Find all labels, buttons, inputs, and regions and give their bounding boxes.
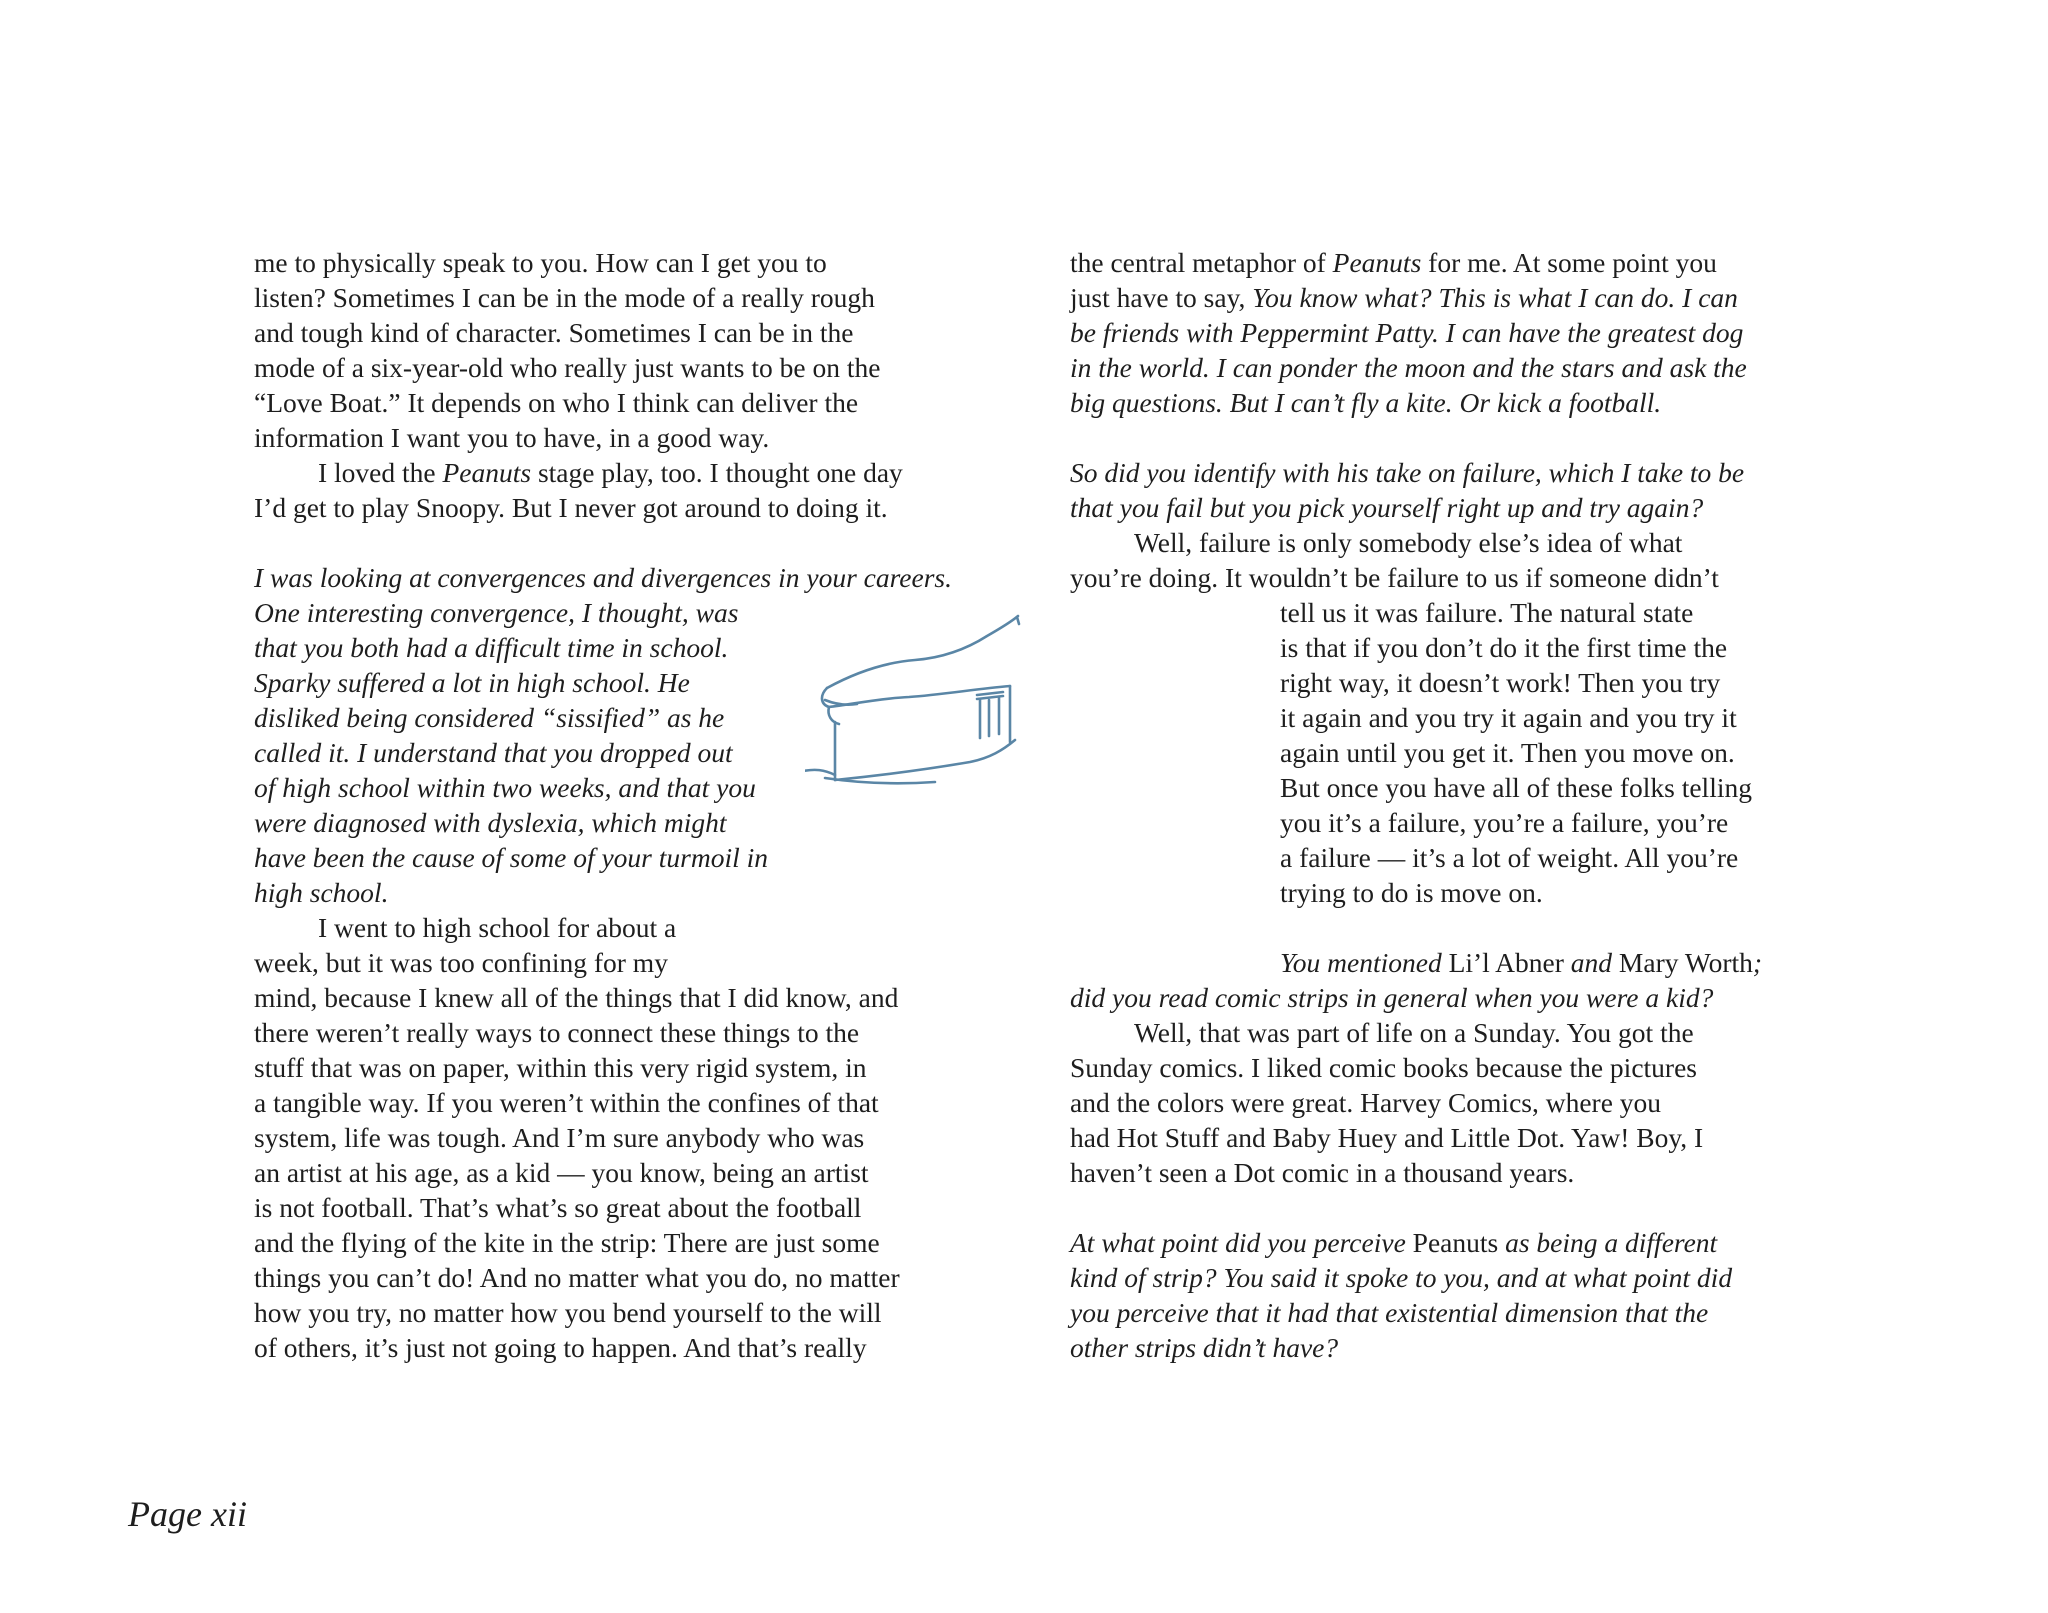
left-column-line	[254, 1331, 867, 1366]
left-column-line	[254, 771, 756, 806]
text-run: high school.	[254, 877, 389, 908]
text-run: of others, it’s just not going to happen. And that’s really	[254, 1332, 867, 1363]
text-run: I loved the	[318, 457, 443, 488]
left-column-line	[254, 701, 724, 736]
left-column-line	[254, 561, 952, 596]
text-run: listen? Sometimes I can be in the mode of a really rough	[254, 282, 875, 313]
right-column-line	[1280, 806, 1728, 841]
text-run: Peanuts	[1332, 247, 1422, 278]
text-run: you’re doing. It wouldn’t be failure to us if someone didn’t	[1070, 562, 1719, 593]
text-run: One interesting convergence, I thought, was	[254, 597, 739, 628]
text-run: At what point did you perceive	[1070, 1227, 1413, 1258]
right-column-line	[1280, 771, 1752, 806]
text-run: had Hot Stuff and Baby Huey and Little Dot. Yaw! Boy, I	[1070, 1122, 1704, 1153]
text-run: things you can’t do! And no matter what you do, no matter	[254, 1262, 900, 1293]
right-column-line	[1070, 1121, 1703, 1156]
left-column-line	[254, 1156, 869, 1191]
right-column-line	[1070, 1331, 1338, 1366]
right-column-line	[1070, 281, 1738, 316]
text-run: an artist at his age, as a kid — you know, being an artist	[254, 1157, 869, 1188]
right-column-line	[1070, 491, 1703, 526]
right-column-line	[1134, 526, 1682, 561]
left-column-line	[254, 351, 880, 386]
text-run: tell us it was failure. The natural state	[1280, 597, 1694, 628]
left-column-line	[254, 1226, 880, 1261]
text-run: I’d get to play Snoopy. But I never got around to doing it.	[254, 492, 888, 523]
text-run: “Love Boat.” It depends on who I think can deliver the	[254, 387, 859, 418]
right-column-line	[1280, 701, 1737, 736]
left-column-line	[254, 491, 888, 526]
text-run: right way, it doesn’t work! Then you try	[1280, 667, 1721, 698]
right-column-line	[1280, 946, 1762, 981]
text-run: were diagnosed with dyslexia, which might	[254, 807, 727, 838]
left-column-line	[254, 596, 738, 631]
text-run: system, life was tough. And I’m sure anybody who was	[254, 1122, 865, 1153]
text-run: did you read comic strips in general when you were a kid?	[1070, 982, 1714, 1013]
text-run: Sunday comics. I liked comic books because the pictures	[1070, 1052, 1697, 1083]
right-column-line	[1280, 876, 1543, 911]
left-column-line	[254, 736, 733, 771]
left-column-line	[254, 666, 690, 701]
text-run: mode of a six-year-old who really just wants to be on the	[254, 352, 881, 383]
text-run: and the colors were great. Harvey Comics, where you	[1070, 1087, 1662, 1118]
left-column-line	[254, 316, 853, 351]
text-run: Well, that was part of life on a Sunday. You got the	[1134, 1017, 1694, 1048]
left-column-line	[254, 981, 898, 1016]
text-run: is not football. That’s what’s so great about the football	[254, 1192, 862, 1223]
right-column-line	[1070, 1296, 1708, 1331]
right-column-line	[1070, 1051, 1697, 1086]
right-column-line	[1070, 561, 1719, 596]
text-run: Peanuts	[1412, 1227, 1499, 1258]
left-column-line	[254, 246, 827, 281]
text-run: You know what? This is what I can do. I can	[1252, 282, 1738, 313]
text-run: that you fail but you pick yourself right up and try again?	[1070, 492, 1704, 523]
text-run: So did you identify with his take on failure, which I take to be	[1070, 457, 1745, 488]
text-run: and tough kind of character. Sometimes I can be in the	[254, 317, 854, 348]
text-run: Sparky suffered a lot in high school. He	[254, 667, 690, 698]
text-run: a failure — it’s a lot of weight. All you’re	[1280, 842, 1739, 873]
text-run: week, but it was too confining for my	[254, 947, 668, 978]
right-column-line	[1280, 631, 1727, 666]
text-run: Peanuts	[442, 457, 532, 488]
text-run: But once you have all of these folks telling	[1280, 772, 1752, 803]
right-column-line	[1280, 736, 1735, 771]
text-run: mind, because I knew all of the things that I did know, and	[254, 982, 899, 1013]
right-column-line	[1070, 456, 1744, 491]
text-run: kind of strip? You said it spoke to you, and at what point did	[1070, 1262, 1733, 1293]
left-column-line	[254, 946, 668, 981]
text-run: haven’t seen a Dot comic in a thousand years.	[1070, 1157, 1575, 1188]
left-column-line	[254, 421, 769, 456]
text-run: I went to high school for about a	[318, 912, 677, 943]
right-column-line	[1280, 596, 1693, 631]
text-run: be friends with Peppermint Patty. I can have the greatest dog	[1070, 317, 1744, 348]
text-run: big questions. But I can’t fly a kite. Or kick a football.	[1070, 387, 1662, 418]
text-run: that you both had a difficult time in school.	[254, 632, 729, 663]
right-column-line	[1070, 351, 1747, 386]
right-column-line	[1070, 246, 1717, 281]
text-run: you perceive that it had that existential dimension that the	[1070, 1297, 1709, 1328]
text-run: disliked being considered “sissified” as he	[254, 702, 725, 733]
snowy-doghouse-sketch-icon	[805, 600, 1225, 940]
text-run: have been the cause of some of your turmoil in	[254, 842, 768, 873]
left-column-line	[254, 876, 388, 911]
text-run: called it. I understand that you dropped out	[254, 737, 733, 768]
left-column-line	[254, 1261, 900, 1296]
text-run: is that if you don’t do it the first time the	[1280, 632, 1728, 663]
text-run: I was looking at convergences and divergences in your careers.	[254, 562, 953, 593]
left-column-line	[254, 386, 858, 421]
text-run: you it’s a failure, you’re a failure, you’re	[1280, 807, 1729, 838]
text-run: for me. At some point you	[1421, 247, 1717, 278]
text-run: just have to say,	[1070, 282, 1253, 313]
text-run: me to physically speak to you. How can I get you to	[254, 247, 827, 278]
left-column-line	[254, 806, 727, 841]
text-run: stuff that was on paper, within this very rigid system, in	[254, 1052, 867, 1083]
left-column-line	[254, 841, 768, 876]
text-run: the central metaphor of	[1070, 247, 1333, 278]
text-run: it again and you try it again and you try it	[1280, 702, 1737, 733]
text-run: trying to do is move on.	[1280, 877, 1543, 908]
text-run: and the flying of the kite in the strip: There are just some	[254, 1227, 880, 1258]
text-run: of high school within two weeks, and that you	[254, 772, 756, 803]
right-column-line	[1070, 1156, 1574, 1191]
right-column-line	[1070, 1261, 1732, 1296]
left-column-line	[254, 1086, 879, 1121]
text-run: You mentioned	[1280, 947, 1449, 978]
text-run: Well, failure is only somebody else’s idea of what	[1134, 527, 1683, 558]
left-column-line	[254, 1191, 861, 1226]
right-column-line	[1280, 666, 1720, 701]
right-column-line	[1280, 841, 1738, 876]
text-run: ;	[1752, 947, 1763, 978]
right-column-line	[1070, 386, 1661, 421]
left-column-line	[318, 911, 676, 946]
right-column-line	[1134, 1016, 1694, 1051]
right-column-line	[1070, 316, 1743, 351]
text-run: other strips didn’t have?	[1070, 1332, 1339, 1363]
right-column-line	[1070, 1086, 1661, 1121]
text-run: in the world. I can ponder the moon and the stars and ask the	[1070, 352, 1747, 383]
text-run: there weren’t really ways to connect these things to the	[254, 1017, 860, 1048]
left-column-line	[254, 1121, 864, 1156]
text-run: a tangible way. If you weren’t within the confines of that	[254, 1087, 879, 1118]
text-run: and	[1563, 947, 1619, 978]
left-column-line	[254, 281, 875, 316]
page-number: Page xii	[128, 1494, 247, 1534]
text-run: stage play, too. I thought one day	[531, 457, 903, 488]
left-column-line	[254, 631, 728, 666]
left-column-line	[254, 1296, 882, 1331]
right-column-line	[1070, 1226, 1717, 1261]
text-run: how you try, no matter how you bend yourself to the will	[254, 1297, 882, 1328]
text-run: information I want you to have, in a good way.	[254, 422, 770, 453]
text-run: Li’l Abner	[1448, 947, 1564, 978]
left-column-line	[254, 1016, 859, 1051]
left-column-line	[254, 1051, 866, 1086]
right-column-line	[1070, 981, 1713, 1016]
text-run: again until you get it. Then you move on.	[1280, 737, 1735, 768]
text-run: as being a different	[1498, 1227, 1718, 1258]
left-column-line	[318, 456, 903, 491]
text-run: Mary Worth	[1618, 947, 1753, 978]
